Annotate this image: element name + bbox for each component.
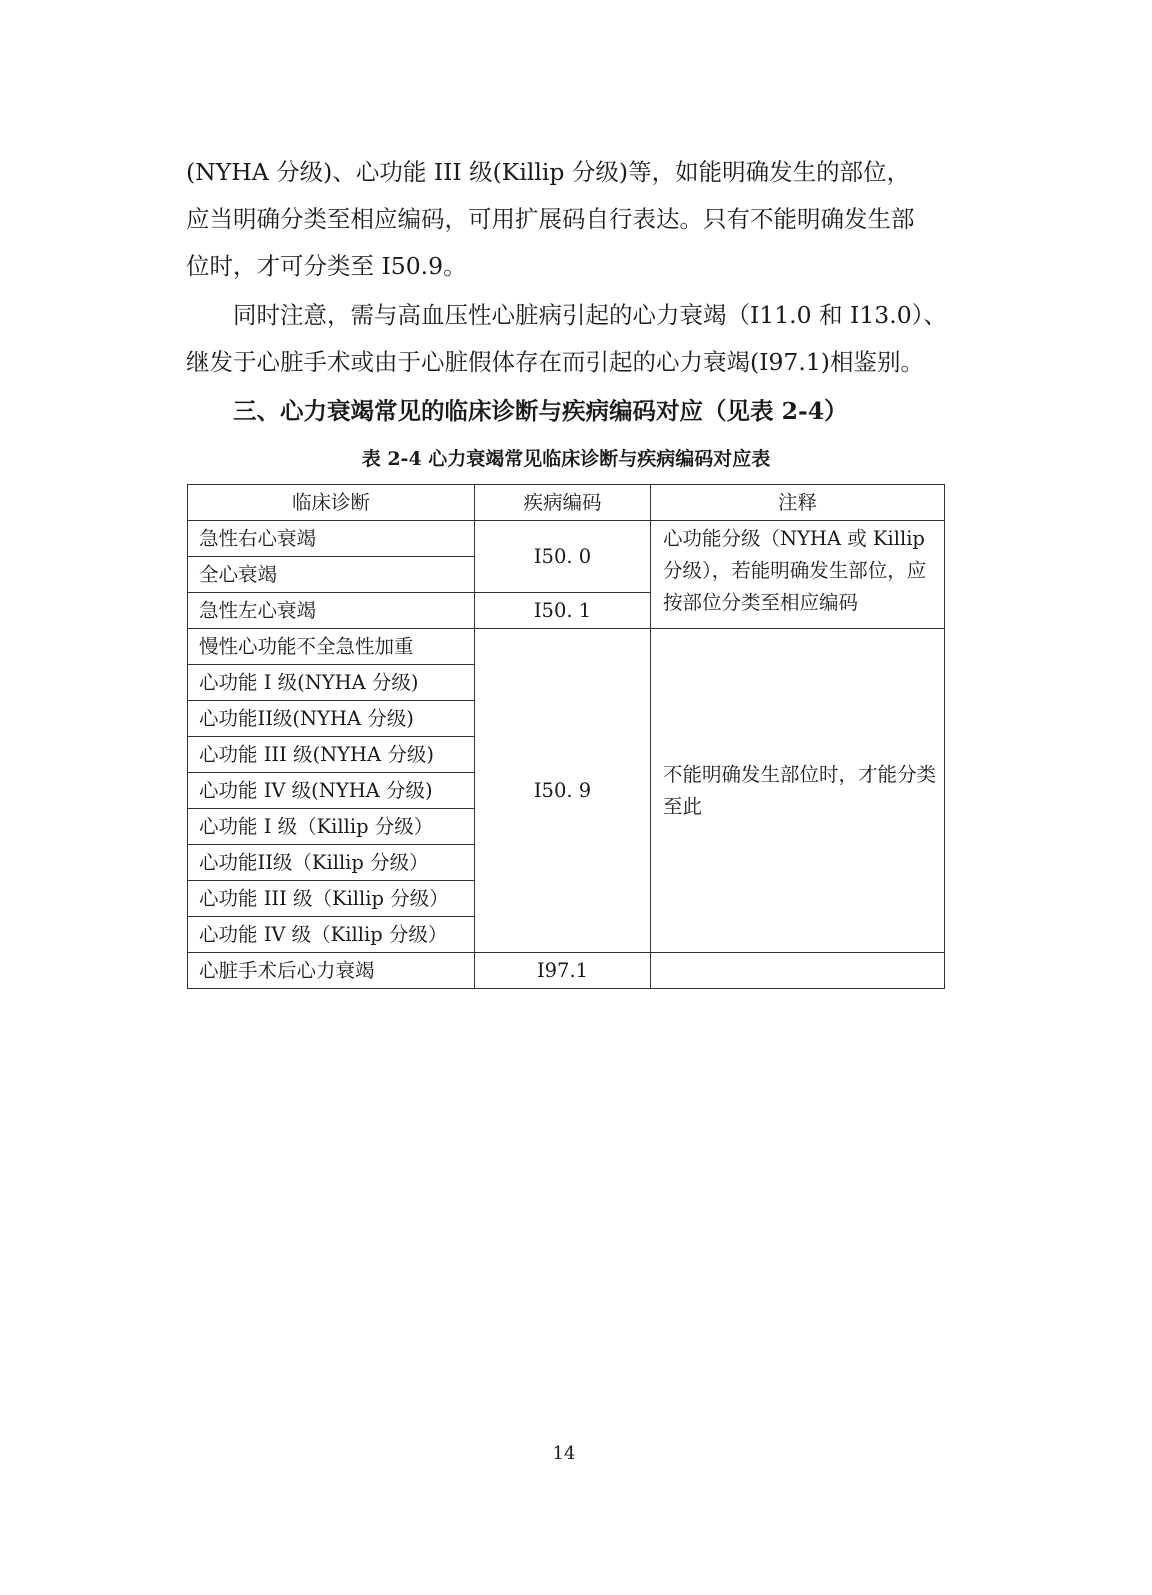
table-row [188,629,945,665]
table-row [188,521,945,557]
code-cell: I50. 1 [475,593,651,629]
diagnosis-cell: 心功能 III 级（Killip 分级） [188,881,475,917]
diagnosis-cell: 心功能II级(NYHA 分级) [188,701,475,737]
text-line: (NYHA 分级)、心功能 III 级(Killip 分级)等，如能明确发生的部位， [186,158,911,186]
table-header-row [188,485,945,521]
table-caption: 表 2-4 心力衰竭常见临床诊断与疾病编码对应表 [361,448,771,470]
header-notes: 注释 [651,485,945,521]
body-paragraph-1 [186,149,956,290]
diagnosis-cell: 全心衰竭 [188,557,475,593]
diagnosis-cell: 心功能 I 级（Killip 分级） [188,809,475,845]
page-number: 14 [552,1443,576,1464]
section-heading: 三、心力衰竭常见的临床诊断与疾病编码对应（见表 2-4） [233,397,848,425]
diagnosis-cell: 心功能II级（Killip 分级） [188,845,475,881]
text-line: 同时注意，需与高血压性心脏病引起的心力衰竭（I11.0 和 I13.0）、 [186,301,947,329]
code-cell: I50. 0 [475,521,651,593]
text-line: 继发于心脏手术或由于心脏假体存在而引起的心力衰竭(I97.1)相鉴别。 [186,348,924,376]
diagnosis-cell: 急性右心衰竭 [188,521,475,557]
diagnosis-cell: 急性左心衰竭 [188,593,475,629]
diagnosis-code-table [187,484,945,989]
code-cell: I50. 9 [475,629,651,953]
header-disease-code: 疾病编码 [475,485,651,521]
diagnosis-cell: 心功能 III 级(NYHA 分级) [188,737,475,773]
diagnosis-cell: 心脏手术后心力衰竭 [188,953,475,989]
text-line: 位时，才可分类至 I50.9。 [186,252,467,280]
body-paragraph-2 [186,292,956,386]
note-cell: 不能明确发生部位时，才能分类至此 [651,629,945,953]
diagnosis-cell: 心功能 IV 级（Killip 分级） [188,917,475,953]
note-cell [651,953,945,989]
code-cell: I97.1 [475,953,651,989]
diagnosis-cell: 心功能 IV 级(NYHA 分级) [188,773,475,809]
diagnosis-cell: 心功能 I 级(NYHA 分级) [188,665,475,701]
header-clinical-diagnosis: 临床诊断 [188,485,475,521]
text-line: 应当明确分类至相应编码，可用扩展码自行表达。只有不能明确发生部 [186,205,915,233]
table-row [188,953,945,989]
diagnosis-cell: 慢性心功能不全急性加重 [188,629,475,665]
note-cell: 心功能分级（NYHA 或 Killip 分级），若能明确发生部位，应按部位分类至相应编码 [651,521,945,629]
